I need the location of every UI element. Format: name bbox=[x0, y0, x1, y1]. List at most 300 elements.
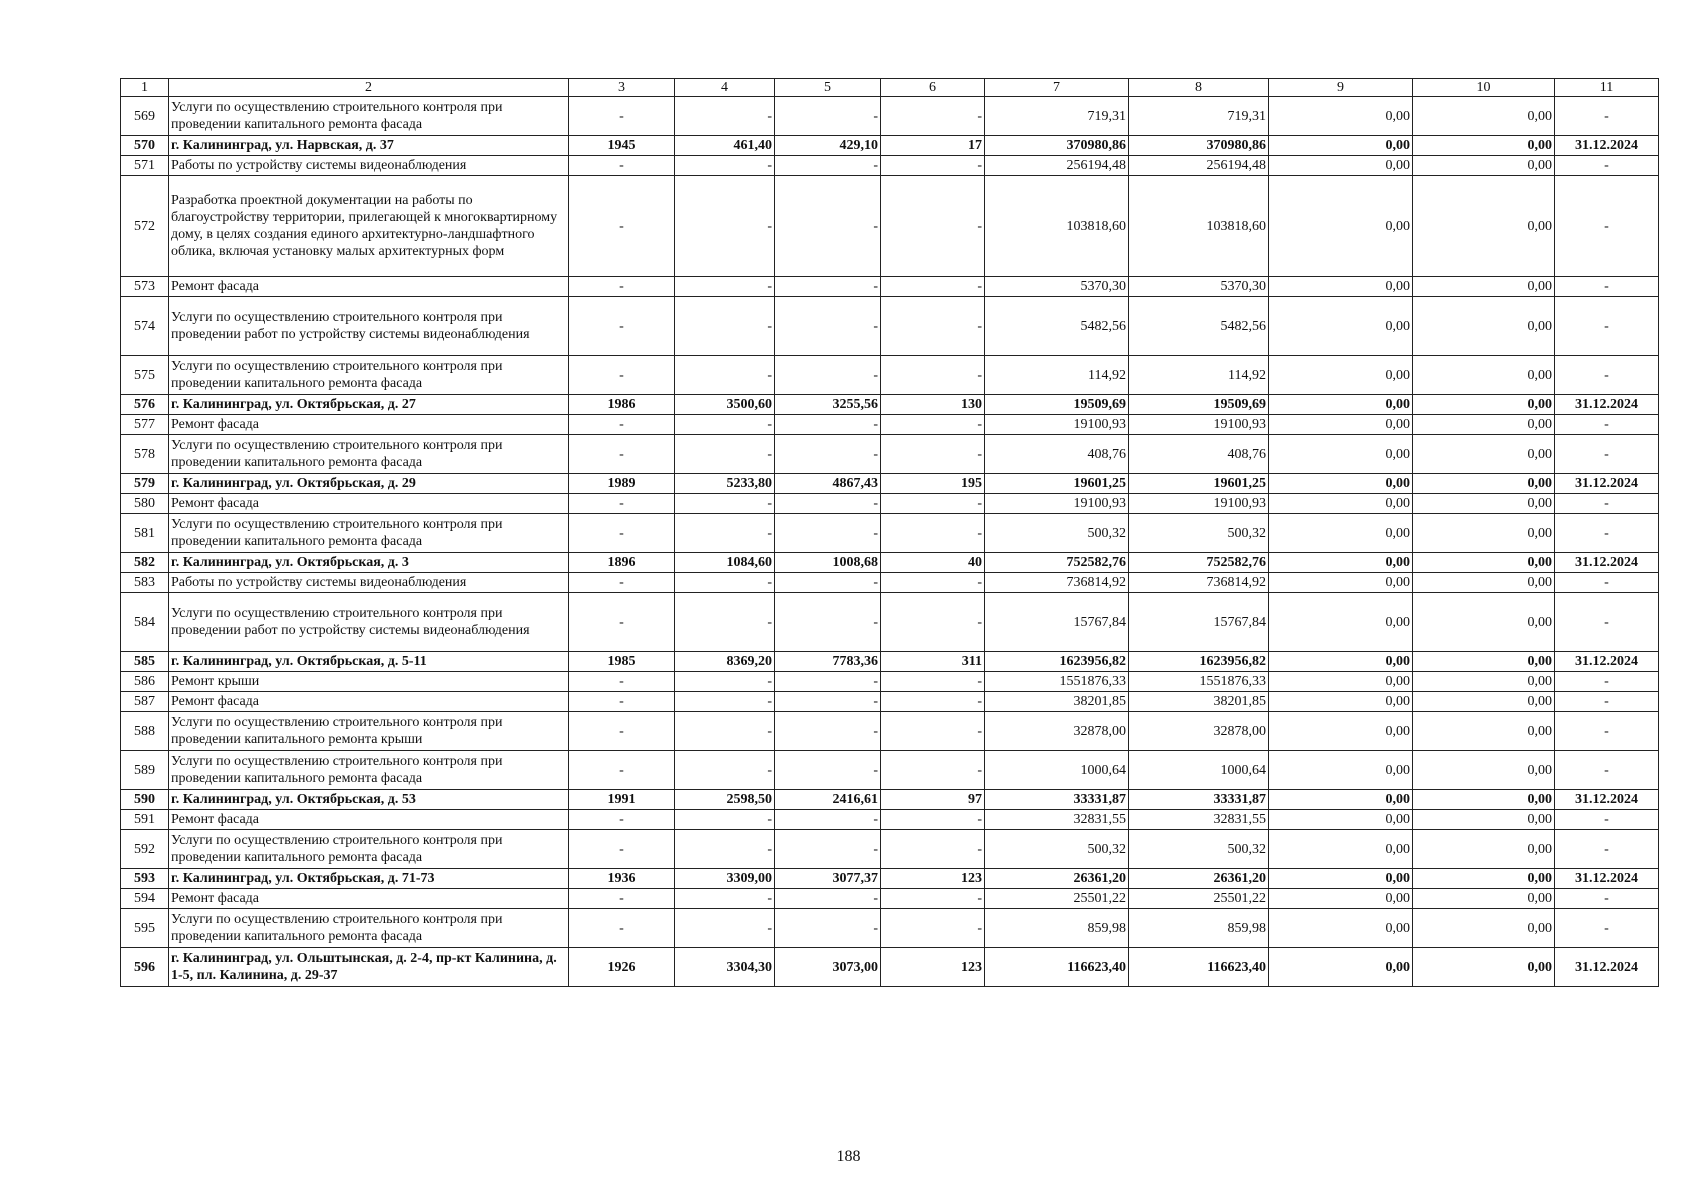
row-number-cell: 571 bbox=[121, 156, 169, 176]
fund-cost-cell: 500,32 bbox=[1129, 514, 1269, 553]
other-cost-cell: 0,00 bbox=[1413, 553, 1555, 573]
page-number: 188 bbox=[836, 1148, 861, 1165]
living-area-cell: 3077,37 bbox=[775, 869, 881, 889]
total-area-cell: - bbox=[675, 415, 775, 435]
year-built-cell: - bbox=[569, 573, 675, 593]
building-row bbox=[121, 474, 1659, 494]
work-item-row bbox=[121, 593, 1659, 652]
column-header: 1 bbox=[121, 79, 169, 97]
budget-cost-cell: 0,00 bbox=[1269, 494, 1413, 514]
work-description-cell: г. Калининград, ул. Октябрьская, д. 53 bbox=[169, 790, 569, 810]
year-built-cell: - bbox=[569, 415, 675, 435]
total-cost-cell: 1623956,82 bbox=[985, 652, 1129, 672]
completion-date-cell: 31.12.2024 bbox=[1555, 474, 1659, 494]
residents-count-cell: - bbox=[881, 593, 985, 652]
year-built-cell: - bbox=[569, 810, 675, 830]
living-area-cell: - bbox=[775, 810, 881, 830]
work-item-row bbox=[121, 156, 1659, 176]
budget-cost-cell: 0,00 bbox=[1269, 652, 1413, 672]
fund-cost-cell: 19100,93 bbox=[1129, 415, 1269, 435]
completion-date-cell: 31.12.2024 bbox=[1555, 395, 1659, 415]
living-area-cell: - bbox=[775, 494, 881, 514]
fund-cost-cell: 859,98 bbox=[1129, 909, 1269, 948]
total-area-cell: - bbox=[675, 435, 775, 474]
residents-count-cell: - bbox=[881, 830, 985, 869]
other-cost-cell: 0,00 bbox=[1413, 514, 1555, 553]
building-row bbox=[121, 652, 1659, 672]
total-area-cell: - bbox=[675, 810, 775, 830]
total-area-cell: 5233,80 bbox=[675, 474, 775, 494]
residents-count-cell: - bbox=[881, 692, 985, 712]
row-number-cell: 573 bbox=[121, 277, 169, 297]
year-built-cell: 1989 bbox=[569, 474, 675, 494]
living-area-cell: - bbox=[775, 176, 881, 277]
year-built-cell: 1985 bbox=[569, 652, 675, 672]
year-built-cell: - bbox=[569, 435, 675, 474]
fund-cost-cell: 1000,64 bbox=[1129, 751, 1269, 790]
building-row bbox=[121, 136, 1659, 156]
residents-count-cell: - bbox=[881, 156, 985, 176]
completion-date-cell: 31.12.2024 bbox=[1555, 948, 1659, 987]
total-area-cell: - bbox=[675, 356, 775, 395]
fund-cost-cell: 38201,85 bbox=[1129, 692, 1269, 712]
fund-cost-cell: 114,92 bbox=[1129, 356, 1269, 395]
fund-cost-cell: 370980,86 bbox=[1129, 136, 1269, 156]
column-header: 3 bbox=[569, 79, 675, 97]
total-area-cell: 8369,20 bbox=[675, 652, 775, 672]
completion-date-cell: 31.12.2024 bbox=[1555, 553, 1659, 573]
total-cost-cell: 38201,85 bbox=[985, 692, 1129, 712]
other-cost-cell: 0,00 bbox=[1413, 593, 1555, 652]
fund-cost-cell: 752582,76 bbox=[1129, 553, 1269, 573]
fund-cost-cell: 19100,93 bbox=[1129, 494, 1269, 514]
completion-date-cell: - bbox=[1555, 593, 1659, 652]
living-area-cell: - bbox=[775, 712, 881, 751]
living-area-cell: - bbox=[775, 415, 881, 435]
other-cost-cell: 0,00 bbox=[1413, 494, 1555, 514]
work-item-row bbox=[121, 830, 1659, 869]
year-built-cell: - bbox=[569, 593, 675, 652]
residents-count-cell: - bbox=[881, 277, 985, 297]
total-cost-cell: 32878,00 bbox=[985, 712, 1129, 751]
work-item-row bbox=[121, 909, 1659, 948]
column-header: 8 bbox=[1129, 79, 1269, 97]
completion-date-cell: - bbox=[1555, 297, 1659, 356]
residents-count-cell: - bbox=[881, 909, 985, 948]
completion-date-cell: - bbox=[1555, 751, 1659, 790]
work-description-cell: Услуги по осуществлению строительного контроля при проведении капитального ремонта фасада bbox=[169, 909, 569, 948]
year-built-cell: 1986 bbox=[569, 395, 675, 415]
year-built-cell: 1991 bbox=[569, 790, 675, 810]
budget-cost-cell: 0,00 bbox=[1269, 751, 1413, 790]
row-number-cell: 583 bbox=[121, 573, 169, 593]
living-area-cell: - bbox=[775, 830, 881, 869]
budget-cost-cell: 0,00 bbox=[1269, 297, 1413, 356]
work-item-row bbox=[121, 277, 1659, 297]
other-cost-cell: 0,00 bbox=[1413, 948, 1555, 987]
work-description-cell: Ремонт фасада bbox=[169, 810, 569, 830]
completion-date-cell: - bbox=[1555, 889, 1659, 909]
budget-cost-cell: 0,00 bbox=[1269, 593, 1413, 652]
total-cost-cell: 103818,60 bbox=[985, 176, 1129, 277]
total-area-cell: 3309,00 bbox=[675, 869, 775, 889]
total-cost-cell: 500,32 bbox=[985, 514, 1129, 553]
budget-cost-cell: 0,00 bbox=[1269, 712, 1413, 751]
other-cost-cell: 0,00 bbox=[1413, 136, 1555, 156]
total-cost-cell: 19509,69 bbox=[985, 395, 1129, 415]
other-cost-cell: 0,00 bbox=[1413, 751, 1555, 790]
total-cost-cell: 752582,76 bbox=[985, 553, 1129, 573]
fund-cost-cell: 256194,48 bbox=[1129, 156, 1269, 176]
other-cost-cell: 0,00 bbox=[1413, 277, 1555, 297]
total-cost-cell: 19601,25 bbox=[985, 474, 1129, 494]
completion-date-cell: - bbox=[1555, 356, 1659, 395]
completion-date-cell: - bbox=[1555, 672, 1659, 692]
budget-cost-cell: 0,00 bbox=[1269, 97, 1413, 136]
residents-count-cell: - bbox=[881, 672, 985, 692]
completion-date-cell: - bbox=[1555, 435, 1659, 474]
work-description-cell: Услуги по осуществлению строительного контроля при проведении капитального ремонта фасада bbox=[169, 356, 569, 395]
total-cost-cell: 5370,30 bbox=[985, 277, 1129, 297]
residents-count-cell: - bbox=[881, 573, 985, 593]
total-cost-cell: 500,32 bbox=[985, 830, 1129, 869]
total-cost-cell: 114,92 bbox=[985, 356, 1129, 395]
fund-cost-cell: 719,31 bbox=[1129, 97, 1269, 136]
row-number-cell: 586 bbox=[121, 672, 169, 692]
row-number-cell: 578 bbox=[121, 435, 169, 474]
row-number-cell: 595 bbox=[121, 909, 169, 948]
living-area-cell: - bbox=[775, 435, 881, 474]
other-cost-cell: 0,00 bbox=[1413, 909, 1555, 948]
building-row bbox=[121, 395, 1659, 415]
completion-date-cell: - bbox=[1555, 712, 1659, 751]
other-cost-cell: 0,00 bbox=[1413, 889, 1555, 909]
work-item-row bbox=[121, 712, 1659, 751]
total-cost-cell: 1000,64 bbox=[985, 751, 1129, 790]
row-number-cell: 585 bbox=[121, 652, 169, 672]
row-number-cell: 588 bbox=[121, 712, 169, 751]
column-header: 10 bbox=[1413, 79, 1555, 97]
total-area-cell: - bbox=[675, 909, 775, 948]
row-number-cell: 589 bbox=[121, 751, 169, 790]
building-row bbox=[121, 790, 1659, 810]
residents-count-cell: - bbox=[881, 494, 985, 514]
budget-cost-cell: 0,00 bbox=[1269, 514, 1413, 553]
living-area-cell: - bbox=[775, 889, 881, 909]
year-built-cell: - bbox=[569, 176, 675, 277]
budget-cost-cell: 0,00 bbox=[1269, 277, 1413, 297]
residents-count-cell: - bbox=[881, 712, 985, 751]
living-area-cell: 4867,43 bbox=[775, 474, 881, 494]
work-description-cell: Ремонт фасада bbox=[169, 692, 569, 712]
completion-date-cell: - bbox=[1555, 277, 1659, 297]
work-description-cell: Услуги по осуществлению строительного контроля при проведении работ по устройству системы видеонаблюдения bbox=[169, 297, 569, 356]
work-description-cell: Ремонт фасада bbox=[169, 889, 569, 909]
fund-cost-cell: 5482,56 bbox=[1129, 297, 1269, 356]
work-item-row bbox=[121, 97, 1659, 136]
row-number-cell: 575 bbox=[121, 356, 169, 395]
work-item-row bbox=[121, 176, 1659, 277]
living-area-cell: - bbox=[775, 751, 881, 790]
living-area-cell: - bbox=[775, 97, 881, 136]
total-area-cell: - bbox=[675, 712, 775, 751]
row-number-cell: 584 bbox=[121, 593, 169, 652]
other-cost-cell: 0,00 bbox=[1413, 97, 1555, 136]
work-description-cell: Услуги по осуществлению строительного контроля при проведении капитального ремонта фасада bbox=[169, 97, 569, 136]
work-description-cell: г. Калининград, ул. Октябрьская, д. 71-73 bbox=[169, 869, 569, 889]
work-description-cell: Услуги по осуществлению строительного контроля при проведении капитального ремонта фасада bbox=[169, 435, 569, 474]
work-item-row bbox=[121, 435, 1659, 474]
budget-cost-cell: 0,00 bbox=[1269, 156, 1413, 176]
total-cost-cell: 408,76 bbox=[985, 435, 1129, 474]
work-description-cell: г. Калининград, ул. Октябрьская, д. 27 bbox=[169, 395, 569, 415]
fund-cost-cell: 5370,30 bbox=[1129, 277, 1269, 297]
living-area-cell: 2416,61 bbox=[775, 790, 881, 810]
work-description-cell: г. Калининград, ул. Ольштынская, д. 2-4, пр-кт Калинина, д. 1-5, пл. Калинина, д. 29-37 bbox=[169, 948, 569, 987]
residents-count-cell: 123 bbox=[881, 869, 985, 889]
total-area-cell: - bbox=[675, 277, 775, 297]
work-description-cell: г. Калининград, ул. Октябрьская, д. 29 bbox=[169, 474, 569, 494]
work-description-cell: Услуги по осуществлению строительного контроля при проведении капитального ремонта фасада bbox=[169, 751, 569, 790]
fund-cost-cell: 736814,92 bbox=[1129, 573, 1269, 593]
total-cost-cell: 19100,93 bbox=[985, 415, 1129, 435]
row-number-cell: 574 bbox=[121, 297, 169, 356]
residents-count-cell: 17 bbox=[881, 136, 985, 156]
total-area-cell: - bbox=[675, 672, 775, 692]
year-built-cell: - bbox=[569, 830, 675, 869]
living-area-cell: - bbox=[775, 277, 881, 297]
other-cost-cell: 0,00 bbox=[1413, 692, 1555, 712]
other-cost-cell: 0,00 bbox=[1413, 672, 1555, 692]
total-cost-cell: 719,31 bbox=[985, 97, 1129, 136]
living-area-cell: - bbox=[775, 692, 881, 712]
total-cost-cell: 15767,84 bbox=[985, 593, 1129, 652]
total-area-cell: - bbox=[675, 889, 775, 909]
row-number-cell: 591 bbox=[121, 810, 169, 830]
total-cost-cell: 19100,93 bbox=[985, 494, 1129, 514]
work-description-cell: Разработка проектной документации на работы по благоустройству территории, прилегающей к многоквартирному дому, в целях создания единого архитектурно-ландшафтного облика, включая установку малых архитектурных форм bbox=[169, 176, 569, 277]
year-built-cell: - bbox=[569, 751, 675, 790]
living-area-cell: 1008,68 bbox=[775, 553, 881, 573]
year-built-cell: - bbox=[569, 97, 675, 136]
total-cost-cell: 859,98 bbox=[985, 909, 1129, 948]
total-area-cell: - bbox=[675, 156, 775, 176]
completion-date-cell: - bbox=[1555, 573, 1659, 593]
year-built-cell: - bbox=[569, 889, 675, 909]
year-built-cell: 1945 bbox=[569, 136, 675, 156]
work-description-cell: Ремонт фасада bbox=[169, 277, 569, 297]
other-cost-cell: 0,00 bbox=[1413, 176, 1555, 277]
budget-cost-cell: 0,00 bbox=[1269, 136, 1413, 156]
work-item-row bbox=[121, 692, 1659, 712]
living-area-cell: 429,10 bbox=[775, 136, 881, 156]
other-cost-cell: 0,00 bbox=[1413, 810, 1555, 830]
work-description-cell: Услуги по осуществлению строительного контроля при проведении капитального ремонта крыши bbox=[169, 712, 569, 751]
fund-cost-cell: 25501,22 bbox=[1129, 889, 1269, 909]
other-cost-cell: 0,00 bbox=[1413, 435, 1555, 474]
budget-cost-cell: 0,00 bbox=[1269, 435, 1413, 474]
living-area-cell: - bbox=[775, 909, 881, 948]
residents-count-cell: 311 bbox=[881, 652, 985, 672]
completion-date-cell: - bbox=[1555, 415, 1659, 435]
work-item-row bbox=[121, 751, 1659, 790]
other-cost-cell: 0,00 bbox=[1413, 790, 1555, 810]
year-built-cell: - bbox=[569, 297, 675, 356]
fund-cost-cell: 19509,69 bbox=[1129, 395, 1269, 415]
other-cost-cell: 0,00 bbox=[1413, 415, 1555, 435]
work-description-cell: Ремонт крыши bbox=[169, 672, 569, 692]
building-row bbox=[121, 869, 1659, 889]
budget-cost-cell: 0,00 bbox=[1269, 909, 1413, 948]
total-area-cell: - bbox=[675, 692, 775, 712]
total-cost-cell: 32831,55 bbox=[985, 810, 1129, 830]
total-cost-cell: 33331,87 bbox=[985, 790, 1129, 810]
other-cost-cell: 0,00 bbox=[1413, 573, 1555, 593]
other-cost-cell: 0,00 bbox=[1413, 395, 1555, 415]
living-area-cell: - bbox=[775, 593, 881, 652]
year-built-cell: - bbox=[569, 712, 675, 751]
row-number-cell: 576 bbox=[121, 395, 169, 415]
column-header: 2 bbox=[169, 79, 569, 97]
row-number-cell: 592 bbox=[121, 830, 169, 869]
total-area-cell: - bbox=[675, 297, 775, 356]
year-built-cell: 1936 bbox=[569, 869, 675, 889]
completion-date-cell: 31.12.2024 bbox=[1555, 869, 1659, 889]
other-cost-cell: 0,00 bbox=[1413, 356, 1555, 395]
total-cost-cell: 256194,48 bbox=[985, 156, 1129, 176]
living-area-cell: - bbox=[775, 297, 881, 356]
total-area-cell: 3500,60 bbox=[675, 395, 775, 415]
row-number-cell: 596 bbox=[121, 948, 169, 987]
total-area-cell: - bbox=[675, 97, 775, 136]
row-number-cell: 587 bbox=[121, 692, 169, 712]
column-header: 9 bbox=[1269, 79, 1413, 97]
budget-cost-cell: 0,00 bbox=[1269, 176, 1413, 277]
year-built-cell: - bbox=[569, 156, 675, 176]
column-header: 6 bbox=[881, 79, 985, 97]
row-number-cell: 590 bbox=[121, 790, 169, 810]
completion-date-cell: 31.12.2024 bbox=[1555, 790, 1659, 810]
total-area-cell: 461,40 bbox=[675, 136, 775, 156]
fund-cost-cell: 500,32 bbox=[1129, 830, 1269, 869]
column-number-header-row bbox=[121, 79, 1659, 97]
living-area-cell: - bbox=[775, 356, 881, 395]
row-number-cell: 593 bbox=[121, 869, 169, 889]
fund-cost-cell: 19601,25 bbox=[1129, 474, 1269, 494]
column-header: 11 bbox=[1555, 79, 1659, 97]
year-built-cell: - bbox=[569, 356, 675, 395]
completion-date-cell: 31.12.2024 bbox=[1555, 136, 1659, 156]
year-built-cell: - bbox=[569, 692, 675, 712]
residents-count-cell: - bbox=[881, 810, 985, 830]
work-description-cell: Работы по устройству системы видеонаблюдения bbox=[169, 156, 569, 176]
living-area-cell: - bbox=[775, 573, 881, 593]
work-description-cell: Работы по устройству системы видеонаблюдения bbox=[169, 573, 569, 593]
column-header: 7 bbox=[985, 79, 1129, 97]
budget-cost-cell: 0,00 bbox=[1269, 889, 1413, 909]
budget-cost-cell: 0,00 bbox=[1269, 790, 1413, 810]
work-description-cell: Услуги по осуществлению строительного контроля при проведении капитального ремонта фасада bbox=[169, 830, 569, 869]
budget-cost-cell: 0,00 bbox=[1269, 869, 1413, 889]
fund-cost-cell: 32831,55 bbox=[1129, 810, 1269, 830]
residents-count-cell: - bbox=[881, 751, 985, 790]
completion-date-cell: - bbox=[1555, 692, 1659, 712]
year-built-cell: - bbox=[569, 277, 675, 297]
row-number-cell: 572 bbox=[121, 176, 169, 277]
fund-cost-cell: 116623,40 bbox=[1129, 948, 1269, 987]
work-item-row bbox=[121, 514, 1659, 553]
completion-date-cell: 31.12.2024 bbox=[1555, 652, 1659, 672]
building-row bbox=[121, 553, 1659, 573]
budget-cost-cell: 0,00 bbox=[1269, 573, 1413, 593]
budget-cost-cell: 0,00 bbox=[1269, 810, 1413, 830]
other-cost-cell: 0,00 bbox=[1413, 474, 1555, 494]
living-area-cell: - bbox=[775, 156, 881, 176]
total-area-cell: - bbox=[675, 573, 775, 593]
work-description-cell: Ремонт фасада bbox=[169, 415, 569, 435]
other-cost-cell: 0,00 bbox=[1413, 297, 1555, 356]
budget-cost-cell: 0,00 bbox=[1269, 948, 1413, 987]
column-header: 4 bbox=[675, 79, 775, 97]
work-item-row bbox=[121, 494, 1659, 514]
year-built-cell: - bbox=[569, 909, 675, 948]
total-cost-cell: 736814,92 bbox=[985, 573, 1129, 593]
work-description-cell: г. Калининград, ул. Октябрьская, д. 5-11 bbox=[169, 652, 569, 672]
total-area-cell: - bbox=[675, 751, 775, 790]
other-cost-cell: 0,00 bbox=[1413, 869, 1555, 889]
fund-cost-cell: 33331,87 bbox=[1129, 790, 1269, 810]
total-area-cell: 1084,60 bbox=[675, 553, 775, 573]
completion-date-cell: - bbox=[1555, 494, 1659, 514]
residents-count-cell: - bbox=[881, 889, 985, 909]
table-body bbox=[121, 79, 1659, 987]
budget-cost-cell: 0,00 bbox=[1269, 474, 1413, 494]
completion-date-cell: - bbox=[1555, 810, 1659, 830]
total-area-cell: 2598,50 bbox=[675, 790, 775, 810]
work-description-cell: Ремонт фасада bbox=[169, 494, 569, 514]
work-item-row bbox=[121, 573, 1659, 593]
fund-cost-cell: 103818,60 bbox=[1129, 176, 1269, 277]
budget-cost-cell: 0,00 bbox=[1269, 830, 1413, 869]
work-item-row bbox=[121, 356, 1659, 395]
residents-count-cell: - bbox=[881, 176, 985, 277]
total-area-cell: 3304,30 bbox=[675, 948, 775, 987]
building-row bbox=[121, 948, 1659, 987]
living-area-cell: 3255,56 bbox=[775, 395, 881, 415]
row-number-cell: 569 bbox=[121, 97, 169, 136]
fund-cost-cell: 1551876,33 bbox=[1129, 672, 1269, 692]
total-cost-cell: 116623,40 bbox=[985, 948, 1129, 987]
completion-date-cell: - bbox=[1555, 830, 1659, 869]
residents-count-cell: - bbox=[881, 435, 985, 474]
row-number-cell: 580 bbox=[121, 494, 169, 514]
completion-date-cell: - bbox=[1555, 909, 1659, 948]
residents-count-cell: 195 bbox=[881, 474, 985, 494]
year-built-cell: 1926 bbox=[569, 948, 675, 987]
residents-count-cell: - bbox=[881, 514, 985, 553]
residents-count-cell: 130 bbox=[881, 395, 985, 415]
residents-count-cell: 97 bbox=[881, 790, 985, 810]
completion-date-cell: - bbox=[1555, 97, 1659, 136]
work-item-row bbox=[121, 415, 1659, 435]
fund-cost-cell: 408,76 bbox=[1129, 435, 1269, 474]
residents-count-cell: - bbox=[881, 97, 985, 136]
repair-schedule-table bbox=[120, 78, 1659, 987]
budget-cost-cell: 0,00 bbox=[1269, 672, 1413, 692]
budget-cost-cell: 0,00 bbox=[1269, 553, 1413, 573]
row-number-cell: 570 bbox=[121, 136, 169, 156]
work-description-cell: г. Калининград, ул. Октябрьская, д. 3 bbox=[169, 553, 569, 573]
